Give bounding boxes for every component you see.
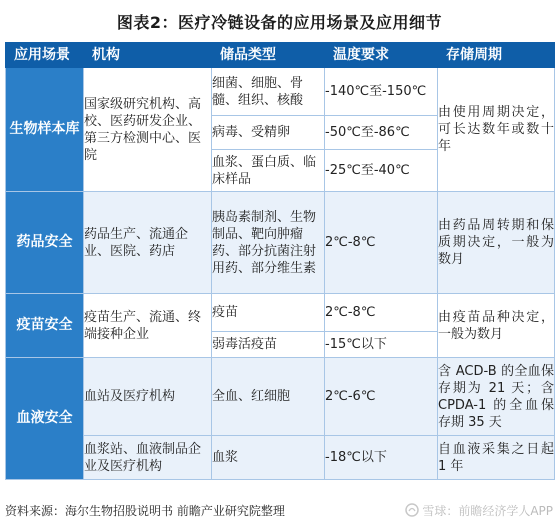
type-cell: 胰岛素制剂、生物制品、靶向肿瘤药、部分抗菌注射用药、部分维生素 [212,192,325,294]
period-cell: 自血液采集之日起 1 年 [438,436,555,480]
table-row [6,436,555,480]
watermark-text: 雪球：前瞻经济学人APP [422,504,553,518]
scene-cell-bio: 生物样本库 [6,68,84,192]
temp-cell: -140℃至-150℃ [325,68,438,116]
scene-cell-vaccine: 疫苗安全 [6,294,84,358]
watermark [405,502,553,519]
temp-cell: -15℃以下 [325,332,438,358]
type-cell: 病毒、受精卵 [212,116,325,150]
scene-cell-drug: 药品安全 [6,192,84,294]
type-cell: 细菌、细胞、骨髓、组织、核酸 [212,68,325,116]
type-cell: 血浆 [212,436,325,480]
org-cell-drug: 药品生产、流通企业、医院、药店 [84,192,212,294]
cold-chain-table [5,42,555,480]
scene-cell-blood: 血液安全 [6,358,84,480]
period-cell-bio: 由使用周期决定，可长达数年或数十年 [438,68,555,192]
period-cell-drug: 由药品周转期和保质期决定，一般为数月 [438,192,555,294]
org-cell-bio: 国家级研究机构、高校、医药研发企业、第三方检测中心、医院 [84,68,212,192]
snowball-logo-icon [405,503,419,517]
table-row [6,68,555,116]
header-scene: 应用场景 [6,43,84,68]
type-cell: 疫苗 [212,294,325,332]
temp-cell: 2℃-8℃ [325,294,438,332]
org-cell-vaccine: 疫苗生产、流通、终端接种企业 [84,294,212,358]
temp-cell: 2℃-8℃ [325,192,438,294]
header-period: 存储周期 [438,43,555,68]
temp-cell: 2℃-6℃ [325,358,438,436]
source-note: 资料来源：海尔生物招股说明书 前瞻产业研究院整理 [5,504,285,518]
header-org: 机构 [84,43,212,68]
table-row [6,358,555,436]
temp-cell: -25℃至-40℃ [325,150,438,192]
figure-title: 图表2：医疗冷链设备的应用场景及应用细节 [116,13,443,32]
header-temp: 温度要求 [325,43,438,68]
temp-cell: -18℃以下 [325,436,438,480]
table-row [6,192,555,294]
period-cell-vaccine: 由疫苗品种决定，一般为数月 [438,294,555,358]
type-cell: 弱毒活疫苗 [212,332,325,358]
period-cell: 含 ACD-B 的全血保存期为 21 天；含 CPDA-1 的全血保存期 35 天 [438,358,555,436]
header-row [6,43,555,68]
type-cell: 全血、红细胞 [212,358,325,436]
table-row [6,294,555,332]
org-cell: 血浆站、血液制品企业及医疗机构 [84,436,212,480]
temp-cell: -50℃至-86℃ [325,116,438,150]
type-cell: 血浆、蛋白质、临床样品 [212,150,325,192]
org-cell: 血站及医疗机构 [84,358,212,436]
header-type: 储品类型 [212,43,325,68]
